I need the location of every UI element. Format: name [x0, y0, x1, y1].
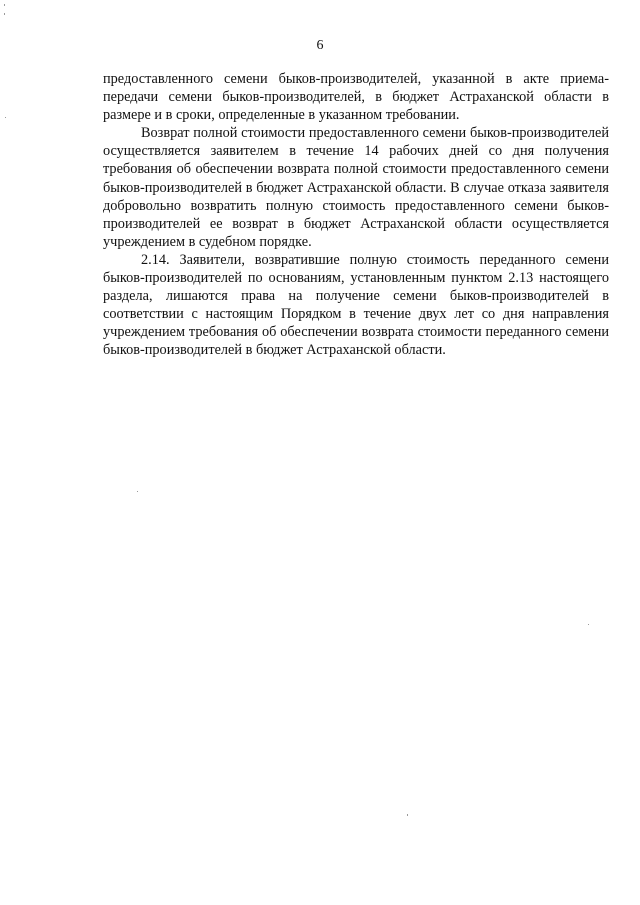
page-number: 6 [316, 38, 324, 53]
paragraph-continuation: предоставленного семени быков-производителей, указанной в акте приема-передачи семени быков-производителей, в бюджет Астраханской области в размере и в сроки, определенные в указанном требовании. [103, 71, 609, 124]
paragraph-clause-2-14: 2.14. Заявители, возвратившие полную стоимость переданного семени быков-производителей по основаниям, установленным пунктом 2.13 настоящего раздела, лишаются права на получение семени быков-производителей в соответствии с настоящим Порядком в течение двух лет со дня направления учреждением требования об обеспечении возврата стоимости переданного семени быков-производителей в бюджет Астраханской области. [103, 251, 609, 359]
scan-speck [5, 117, 6, 118]
document-body [103, 70, 609, 360]
scan-speck [137, 491, 138, 492]
scan-speck [588, 624, 589, 625]
scan-speck [4, 13, 5, 15]
paragraph-refund-procedure: Возврат полной стоимости предоставленного семени быков-производителей осуществляется заявителем в течение 14 рабочих дней со дня получения требования об обеспечении возврата полной стоимости предоставленного семени быков-производителей в бюджет Астраханской области. В случае отказа заявителя добровольно возвратить полную стоимость предоставленного семени быков-производителей ее возврат в бюджет Астраханской области осуществляется учреждением в судебном порядке. [103, 125, 609, 250]
scan-speck [407, 814, 408, 816]
scan-speck [4, 4, 5, 6]
